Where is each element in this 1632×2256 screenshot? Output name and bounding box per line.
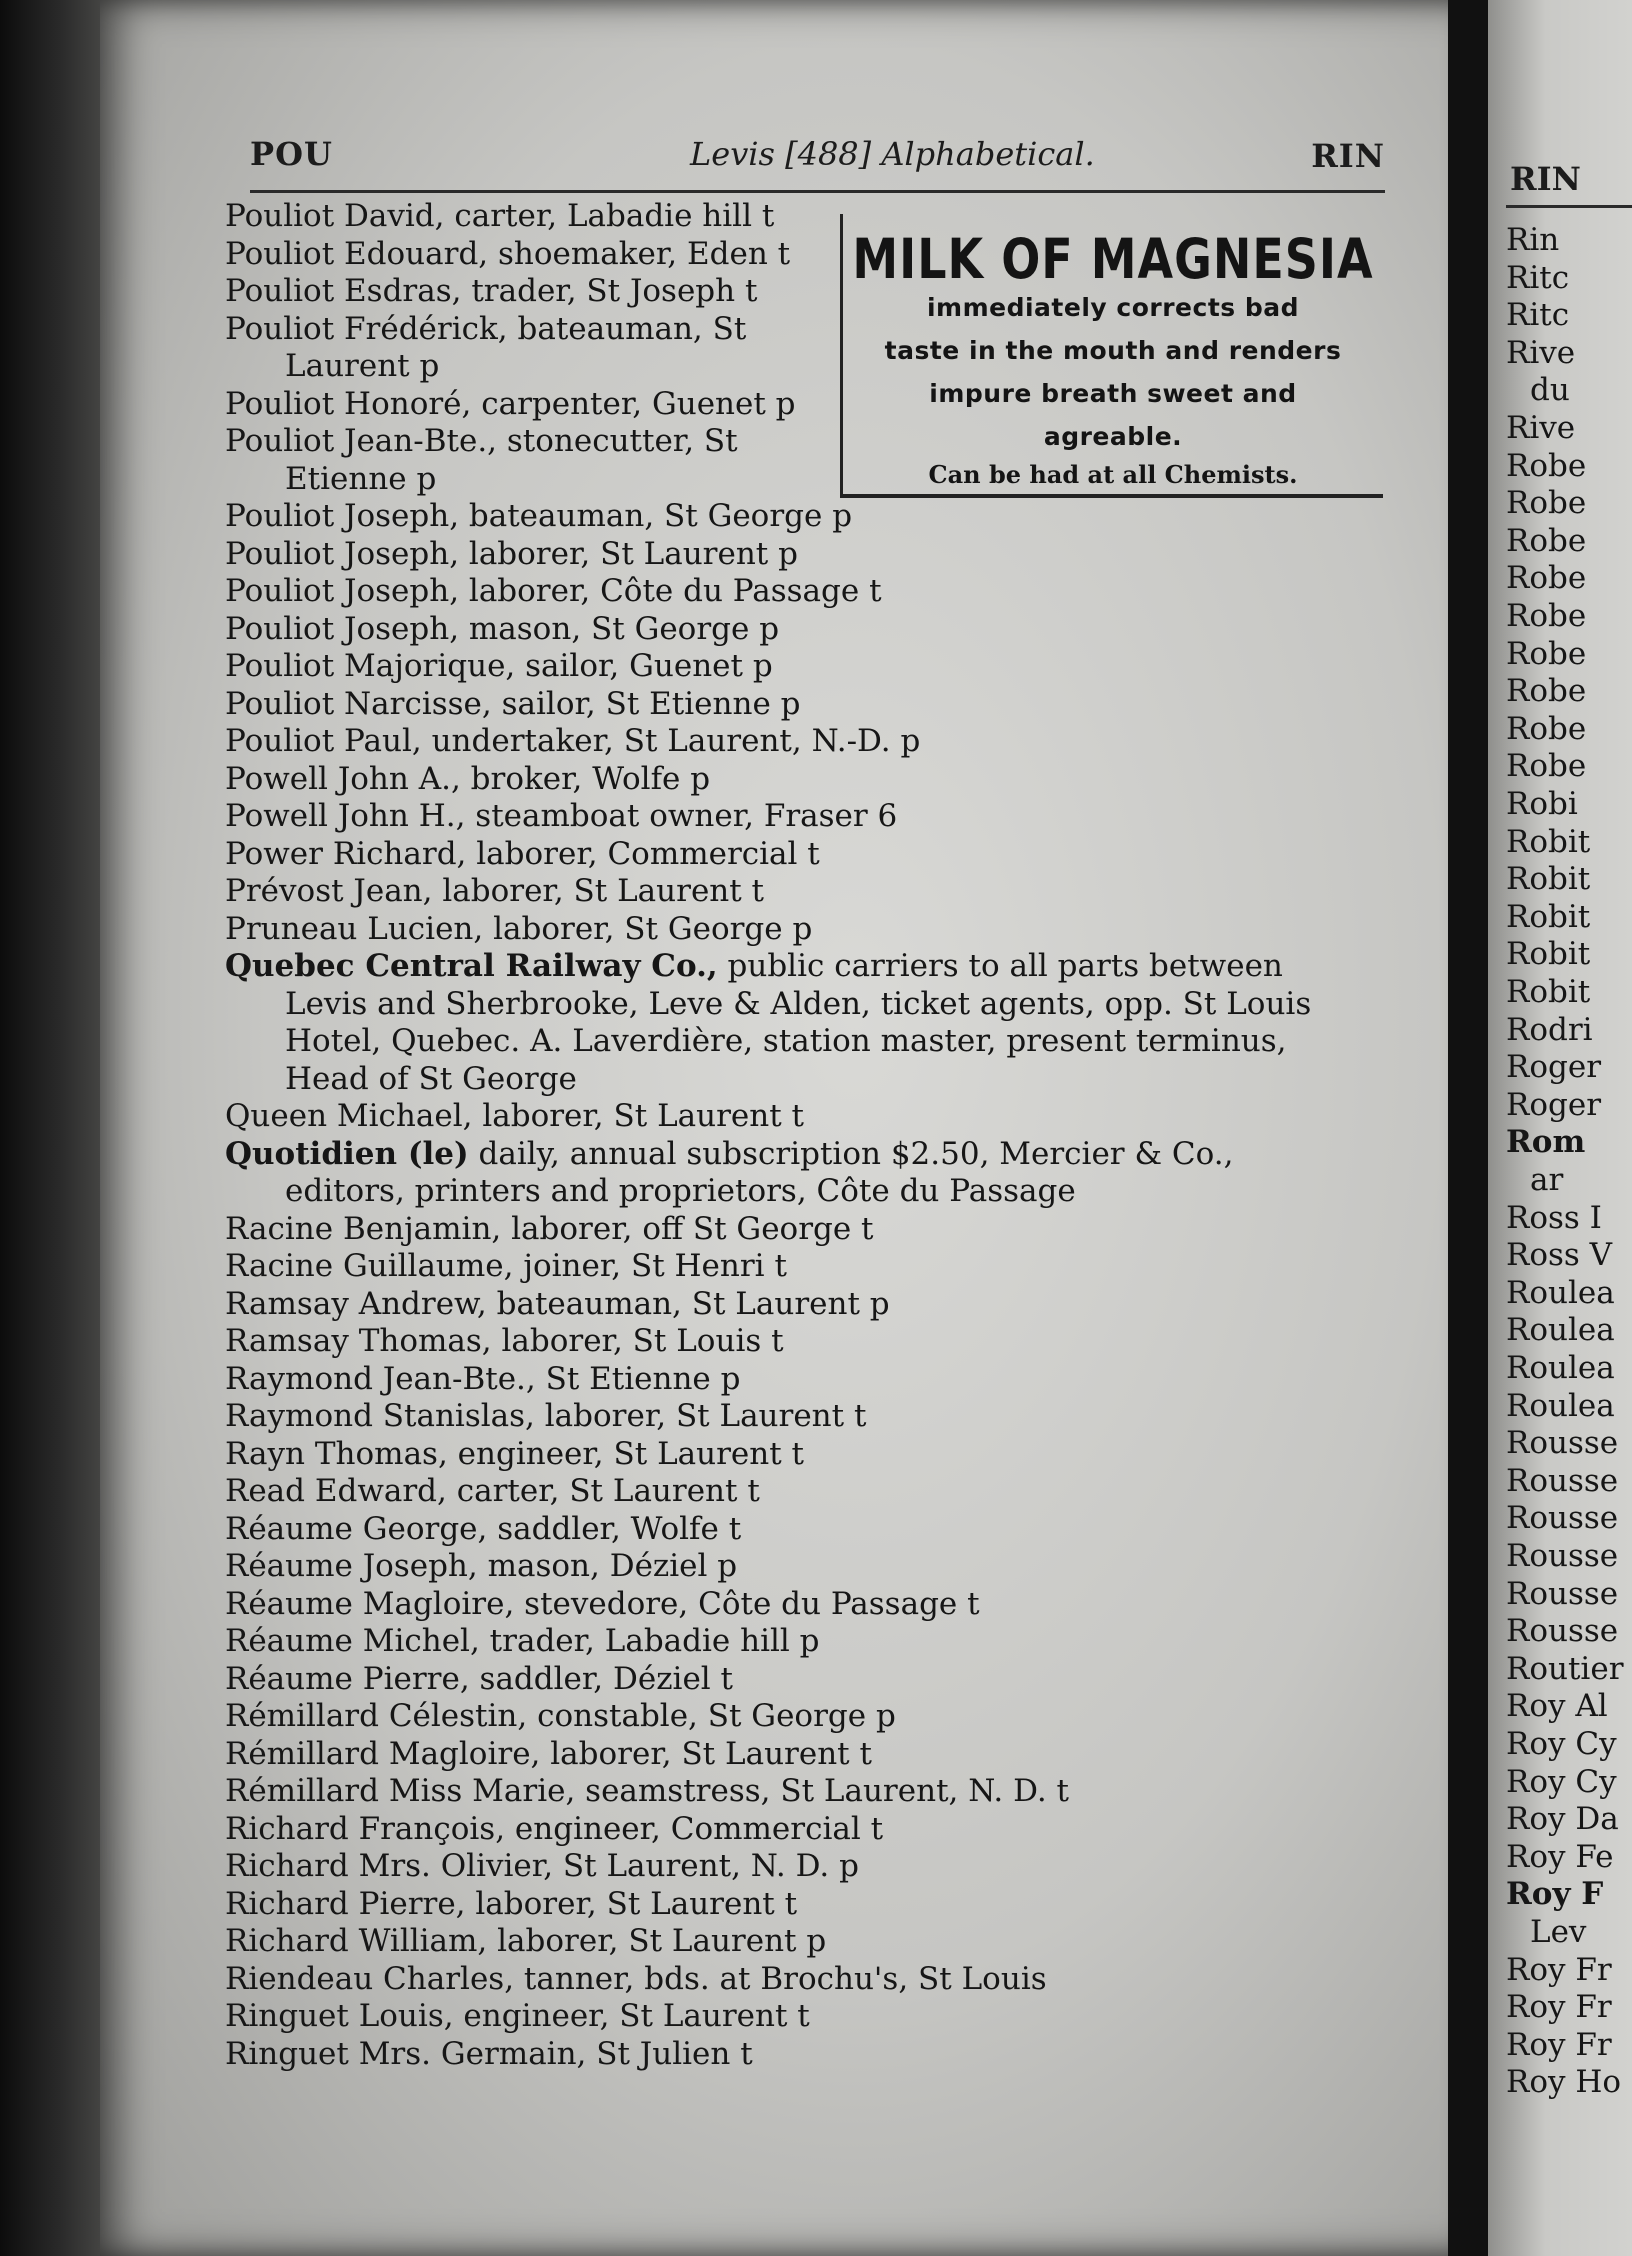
- directory-entry-business: [225, 1136, 1400, 1174]
- facing-page-entry-fragment: Roger: [1506, 1086, 1602, 1123]
- facing-page-entry-fragment: Roy Al: [1506, 1688, 1608, 1725]
- directory-entry-continuation: editors, printers and proprietors, Côte du Passage: [285, 1173, 1076, 1209]
- directory-entry: Pruneau Lucien, laborer, St George p: [225, 910, 813, 947]
- facing-page-entry-fragment: Rive: [1506, 334, 1576, 371]
- facing-page-entry-fragment: Roy Cy: [1506, 1763, 1617, 1800]
- facing-page-entry-fragment: Robe: [1506, 522, 1587, 559]
- header-rule: [250, 190, 1385, 193]
- directory-entry: Pouliot Majorique, sailor, Guenet p: [225, 648, 773, 684]
- ad-text-line: impure breath sweet and: [929, 379, 1297, 408]
- facing-page-entry-fragment: du: [1530, 372, 1570, 409]
- running-header: [250, 135, 1385, 185]
- directory-entry: Richard William, laborer, St Laurent p: [225, 1923, 827, 1959]
- directory-entry: Prévost Jean, laborer, St Laurent t: [225, 873, 765, 909]
- facing-page-entry-fragment: Rodri: [1506, 1011, 1593, 1048]
- facing-page-entry-fragment: Roulea: [1506, 1387, 1615, 1424]
- business-name: Quebec Central Railway Co.,: [225, 948, 718, 984]
- directory-entry: Racine Guillaume, joiner, St Henri t: [225, 1248, 787, 1284]
- facing-page-entry-fragment: Routier: [1506, 1650, 1624, 1687]
- directory-entry-continuation: Hotel, Quebec. A. Laverdière, station master, present terminus,: [285, 1023, 1287, 1059]
- directory-entry: Ringuet Louis, engineer, St Laurent t: [225, 1998, 810, 2034]
- facing-page-entry-fragment: Rousse: [1506, 1425, 1619, 1462]
- facing-page-entry-fragment: Roy Fr: [1506, 1951, 1612, 1988]
- facing-page-entry-fragment: Roger: [1506, 1049, 1602, 1086]
- facing-page-header: RIN: [1510, 160, 1581, 198]
- directory-entry: Richard Pierre, laborer, St Laurent t: [225, 1885, 798, 1922]
- directory-entry: Richard François, engineer, Commercial t: [225, 1810, 884, 1847]
- facing-page-entry-fragment: Robit: [1506, 898, 1591, 935]
- header-left-keyword: POU: [250, 135, 333, 173]
- facing-page-entry-fragment: Ritc: [1506, 297, 1570, 334]
- facing-page-entry-fragment: Rive: [1506, 410, 1576, 446]
- directory-entry-business: [225, 948, 1400, 986]
- directory-entry: Pouliot Joseph, mason, St George p: [225, 610, 780, 647]
- directory-entry: Riendeau Charles, tanner, bds. at Brochu's, St Louis: [225, 1960, 1047, 1997]
- facing-page-entry-fragment: Roulea: [1506, 1350, 1615, 1386]
- directory-entry: Pouliot Joseph, laborer, St Laurent p: [225, 535, 798, 572]
- facing-page-entry-fragment: Robe: [1506, 635, 1587, 672]
- facing-page-entry-fragment: Roy Da: [1506, 1801, 1619, 1838]
- directory-entry: Powell John H., steamboat owner, Fraser 6: [225, 798, 898, 834]
- header-right-keyword: RIN: [1311, 137, 1385, 175]
- directory-entry: Rémillard Célestin, constable, St George p: [225, 1698, 896, 1734]
- ad-footer: Can be had at all Chemists.: [928, 460, 1298, 489]
- directory-entry: Pouliot Honoré, carpenter, Guenet p: [225, 385, 796, 422]
- directory-entry: Queen Michael, laborer, St Laurent t: [225, 1098, 804, 1134]
- facing-page-entry-fragment: Rousse: [1506, 1613, 1619, 1650]
- directory-entry: Rayn Thomas, engineer, St Laurent t: [225, 1435, 804, 1472]
- facing-page-entry-fragment: Lev: [1530, 1914, 1587, 1950]
- ad-title: MILK OF MAGNESIA: [852, 226, 1374, 292]
- header-title: Levis [488] Alphabetical.: [690, 135, 1095, 173]
- facing-page-fragment: [1488, 0, 1632, 2256]
- directory-entry: Raymond Jean-Bte., St Etienne p: [225, 1360, 741, 1397]
- directory-entry: Raymond Stanislas, laborer, St Laurent t: [225, 1398, 867, 1434]
- directory-entry-continuation: Head of St George: [285, 1060, 577, 1097]
- facing-page-entry-fragment: Roy Fr: [1506, 1989, 1612, 2026]
- directory-entry: Pouliot David, carter, Labadie hill t: [225, 198, 775, 234]
- directory-entry: Rémillard Miss Marie, seamstress, St Laurent, N. D. t: [225, 1773, 1069, 1809]
- directory-entry: Pouliot Frédérick, bateauman, St: [225, 310, 747, 347]
- business-description: public carriers to all parts between: [717, 948, 1283, 984]
- facing-page-entry-fragment: Roulea: [1506, 1312, 1615, 1349]
- facing-page-entry-fragment: Rousse: [1506, 1462, 1619, 1499]
- directory-entry: Pouliot Joseph, laborer, Côte du Passage t: [225, 573, 882, 609]
- directory-entry: Ramsay Thomas, laborer, St Louis t: [225, 1323, 784, 1359]
- facing-page-entry-fragment: Rousse: [1506, 1538, 1619, 1574]
- facing-page-entry-fragment: Ross I: [1506, 1199, 1602, 1236]
- business-description: daily, annual subscription $2.50, Mercier & Co.,: [468, 1135, 1234, 1172]
- directory-entry: Réaume Pierre, saddler, Déziel t: [225, 1660, 734, 1697]
- directory-entry: Pouliot Paul, undertaker, St Laurent, N.-D. p: [225, 723, 921, 759]
- book-spine-shadow: [0, 0, 110, 2256]
- directory-entry: Pouliot Narcisse, sailor, St Etienne p: [225, 685, 801, 722]
- facing-page-entry-fragment: Rom: [1506, 1124, 1586, 1161]
- facing-page-entry-fragment: Ritc: [1506, 259, 1570, 296]
- directory-entry: Réaume Michel, trader, Labadie hill p: [225, 1623, 820, 1659]
- facing-page-entry-fragment: Robe: [1506, 673, 1587, 710]
- directory-entry-continuation: Levis and Sherbrooke, Leve & Alden, ticket agents, opp. St Louis: [285, 985, 1312, 1022]
- ad-text-line: taste in the mouth and renders: [884, 336, 1342, 365]
- facing-page-entry-fragment: Robe: [1506, 560, 1587, 597]
- directory-entry: Pouliot Joseph, bateauman, St George p: [225, 498, 853, 534]
- facing-page-entry-fragment: ar: [1530, 1162, 1564, 1198]
- directory-entry: Pouliot Jean-Bte., stonecutter, St: [225, 423, 738, 459]
- ad-text-line: immediately corrects bad: [926, 293, 1300, 322]
- directory-entry: Racine Benjamin, laborer, off St George t: [225, 1210, 874, 1247]
- directory-entry: Power Richard, laborer, Commercial t: [225, 835, 820, 872]
- facing-page-entry-fragment: Robe: [1506, 485, 1587, 522]
- directory-entry: Réaume Magloire, stevedore, Côte du Passage t: [225, 1585, 980, 1622]
- facing-page-entry-fragment: Robit: [1506, 861, 1591, 898]
- facing-page-entry-fragment: Robe: [1506, 447, 1587, 484]
- page-gutter: [1448, 0, 1488, 2256]
- directory-entry: Rémillard Magloire, laborer, St Laurent t: [225, 1735, 872, 1772]
- directory-entry: Réaume Joseph, mason, Déziel p: [225, 1548, 738, 1584]
- facing-page-entry-fragment: Roy Fe: [1506, 1838, 1614, 1875]
- directory-entry: Pouliot Edouard, shoemaker, Eden t: [225, 235, 791, 272]
- facing-page-entry-fragment: Ross V: [1506, 1237, 1613, 1274]
- ad-text-line: agreable.: [1043, 422, 1183, 451]
- directory-entry: Ringuet Mrs. Germain, St Julien t: [225, 2035, 753, 2072]
- facing-page-entry-fragment: Rousse: [1506, 1500, 1619, 1537]
- facing-page-entry-fragment: Roulea: [1506, 1274, 1615, 1311]
- facing-page-entry-fragment: Robe: [1506, 710, 1587, 747]
- facing-page-entry-fragment: Roy Fr: [1506, 2026, 1612, 2063]
- facing-page-rule: [1506, 205, 1632, 208]
- facing-page-entry-fragment: Robit: [1506, 974, 1591, 1010]
- business-name: Quotidien (le): [225, 1135, 469, 1172]
- facing-page-entry-fragment: Robe: [1506, 748, 1587, 785]
- facing-page-entry-fragment: Roy Cy: [1506, 1726, 1617, 1762]
- facing-page-entry-fragment: Roy Ho: [1506, 2064, 1622, 2101]
- directory-entry: Ramsay Andrew, bateauman, St Laurent p: [225, 1285, 890, 1322]
- directory-entry: Read Edward, carter, St Laurent t: [225, 1473, 760, 1509]
- directory-entry: Powell John A., broker, Wolfe p: [225, 760, 711, 797]
- facing-page-entry-fragment: Robit: [1506, 936, 1591, 973]
- facing-page-entry-fragment: Robe: [1506, 598, 1587, 634]
- facing-page-entry-fragment: Robit: [1506, 823, 1591, 860]
- directory-entry: Pouliot Esdras, trader, St Joseph t: [225, 273, 758, 309]
- directory-entry: Réaume George, saddler, Wolfe t: [225, 1510, 742, 1547]
- facing-page-entry-fragment: Robi: [1506, 786, 1578, 822]
- facing-page-entry-fragment: Rin: [1506, 222, 1560, 258]
- directory-entry-continuation: Laurent p: [285, 348, 440, 384]
- facing-page-entry-fragment: Rousse: [1506, 1575, 1619, 1612]
- facing-page-entry-fragment: Roy F: [1506, 1876, 1604, 1913]
- directory-entry: Richard Mrs. Olivier, St Laurent, N. D. p: [225, 1848, 859, 1884]
- directory-entry-continuation: Etienne p: [285, 460, 437, 497]
- directory-entries: [225, 198, 1400, 2073]
